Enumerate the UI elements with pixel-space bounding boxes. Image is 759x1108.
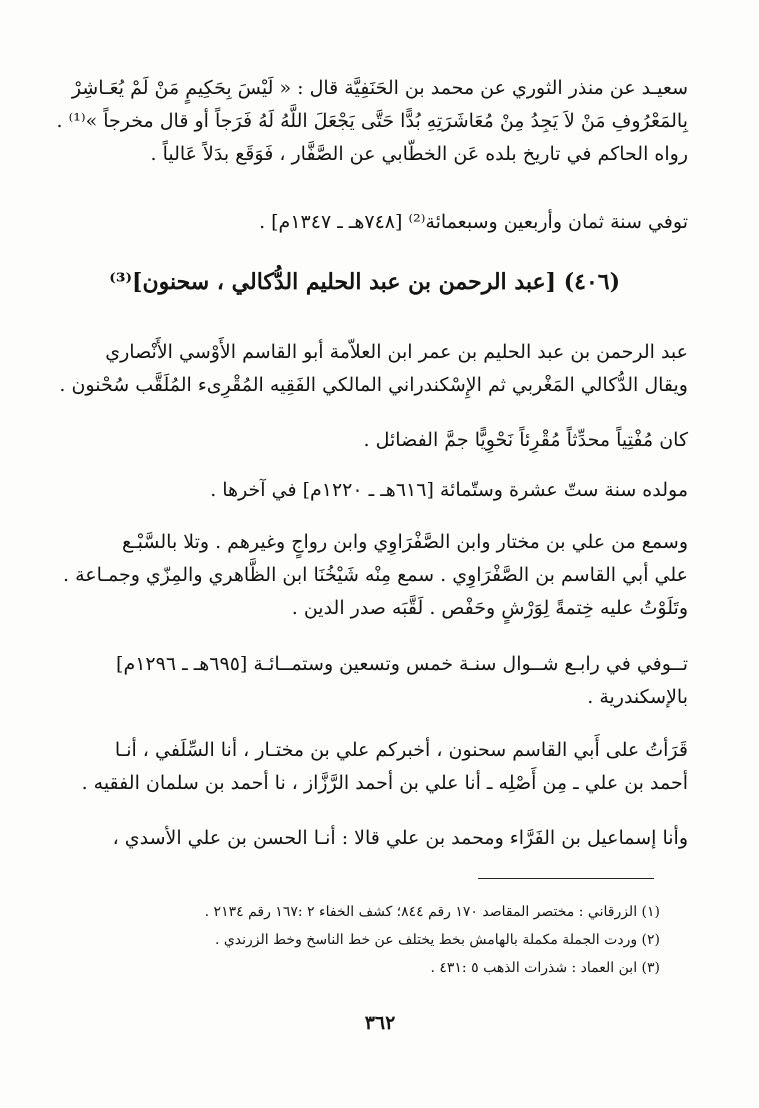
paragraph-death-note bbox=[60, 206, 688, 239]
text-line: أحمد بن علي ـ مِن أَصْلِه ـ أنا علي بن أحمد الرَّزَّاز ، نا أحمد بن سلمان الفقيه . bbox=[81, 772, 688, 794]
text-line: عبد الرحمن بن عبد الحليم بن عمر ابن العلاّمة أبو القاسم الأَوْسي الأَنْصاري bbox=[105, 341, 688, 363]
text-line: رواه الحاكم في تاريخ بلده عَن الخطّابي عن الصَّفَّار ، فَوَقَع بدَلاً عَالياً . bbox=[150, 143, 688, 165]
footnote-divider bbox=[478, 878, 654, 879]
text-line: ويقال الدُّكالي المَغْربي ثم الإِسْكندراني المالكي الفَقِيه المُقْرِىء المُلَقَّب سُحْنون . bbox=[59, 374, 688, 396]
text-line: توفي سنة ثمان وأربعين وسبعمائة⁽²⁾ [٧٤٨هـ ـ ١٣٤٧م] . bbox=[259, 211, 688, 233]
text-line: علي أبي القاسم بن الصَّفْرَاوِي . سمع مِنْه شَيْخُنَا ابن الظَّاهري والمِزّي وجمـاعة . bbox=[63, 564, 688, 586]
footnote-1: (١) الزرقاني : مختصر المقاصد ١٧٠ رقم ٨٤٤؛ كشف الخفاء ٢ :١٦٧ رقم ٢١٣٤ . bbox=[204, 904, 660, 920]
footnote-2: (٢) وردت الجملة مكملة بالهامش بخط يختلف عن خط الناسخ وخط الزرندي . bbox=[214, 932, 660, 948]
text-line: وتَلَوْتُ عليه خِتمةً لِوَرْشٍ وحَفْص . لَقَّبَه صدر الدين . bbox=[291, 597, 688, 619]
text-line: مولده سنة ستّ عشرة وستّمائة [٦١٦هـ ـ ١٢٢٠م] في آخرها . bbox=[210, 479, 688, 501]
text-line: بالإسكندرية . bbox=[587, 686, 688, 708]
paragraph-isnad-continued bbox=[60, 822, 688, 855]
page-number: ٣٦٢ bbox=[364, 1012, 396, 1034]
text-line: وسمع من علي بن مختار وابن الصَّفْرَاوِي وابن رواجٍ وغيرهم . وتلا بالسَّبْـع bbox=[122, 531, 688, 553]
paragraph-name bbox=[60, 336, 688, 402]
entry-heading: (٤٠٦) [عبد الرحمن بن عبد الحليم الدُّكالي ، سحنون]⁽³⁾ bbox=[109, 269, 620, 295]
text-line: تــوفي في رابـع شــوال سنـة خمس وتسعين وستمــائـة [٦٩٥هـ ـ ١٢٩٦م] bbox=[116, 653, 688, 675]
paragraph-death bbox=[60, 648, 688, 714]
text-line: سعيـد عن منذر الثوري عن محمد بن الحَنَفِيَّة قال : « لَيْسَ بِحَكِيمٍ مَنْ لَمْ يُعَـاشِرْ bbox=[71, 77, 688, 99]
paragraph-birth bbox=[60, 474, 688, 507]
text-line: وأنا إسماعيل بن الفَرَّاء ومحمد بن علي قالا : أنـا الحسن بن علي الأسدي ، bbox=[112, 827, 688, 849]
paragraph-isnad bbox=[60, 734, 688, 800]
text-line: قَرَأتُ على أَبي القاسم سحنون ، أخبركم علي بن مختـار ، أنا السِّلَفي ، أنـا bbox=[114, 739, 688, 761]
footnote-3: (٣) ابن العماد : شذرات الذهب ٥ :٤٣١ . bbox=[430, 960, 660, 976]
text-line: كان مُفْتِياً محدِّثاً مُقْرِئاً نَحْوِيًّا جمَّ الفضائل . bbox=[363, 429, 688, 451]
text-line: بِالمَعْرُوفِ مَنْ لاَ يَجِدُ مِنْ مُعَاشَرَتِهِ بُدًّا حَتَّى يَجْعَلَ اللَّهُ لَهُ فَرَجاً أو قال مخرجاً »⁽¹⁾ . bbox=[56, 110, 688, 132]
paragraph-hadith bbox=[56, 72, 688, 171]
paragraph-description bbox=[60, 424, 688, 457]
paragraph-teachers bbox=[60, 526, 688, 625]
